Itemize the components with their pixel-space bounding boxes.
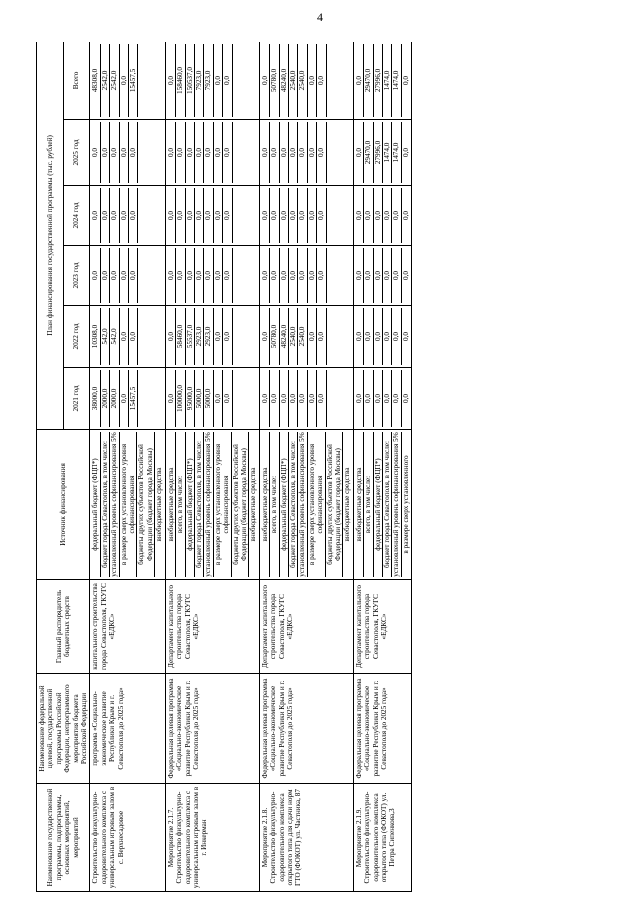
amount-value: 48240,0 [280,44,289,117]
program-name: Федеральная целевая программа «Социально-экономическое развитие Республики Крым и г. Севастополя до 2025 года» [353,674,411,784]
amount-value: 0,0 [176,188,185,243]
amount-value: 0,0 [280,122,289,183]
amount-value: 2542,0 [110,44,119,117]
funding-source-item: внебюджетные средства [155,467,164,542]
year-values [165,186,259,246]
header-fcp: Наименование федеральной целевой, государственной программы Российской Федерации, непрограммного мероприятия бюджета Российской Федерации [37,674,90,784]
funding-source-item: бюджет города Севастополя, в том числе: [289,432,298,577]
program-name: программа «Социально-экономическое развитие Республики Крым и г. Севастополя до 2025 года» [90,674,165,784]
amount-value: 0,0 [186,188,195,243]
amount-value: 0,0 [289,248,298,303]
amount-value: 27996,0 [374,44,383,117]
amount-value: 0,0 [195,122,204,183]
amount-value [233,188,241,243]
funding-source-item: в размере сверх установленного уровня софинансирования [308,432,326,577]
amount-value: 0,0 [101,188,110,243]
amount-value: 0,0 [270,248,279,303]
amount-value: 0,0 [120,44,129,117]
amount-value: 0,0 [308,370,317,427]
amount-value: 0,0 [317,44,326,117]
amount-value: 0,0 [101,248,110,303]
funding-source-item: всего, в том числе: [176,432,185,577]
amount-value: 0,0 [270,370,279,427]
amount-value: 0,0 [261,248,270,303]
funding-source-item: всего, в том числе: [270,432,279,577]
amount-value: 0,0 [401,332,410,341]
funding-source-item: федеральный бюджет (ФЦП*) [280,432,289,577]
amount-value: 2000,0 [101,370,110,427]
amount-value: 0,0 [298,370,307,427]
amount-value: 0,0 [110,248,119,303]
financing-table [36,42,412,892]
amount-value: 0,0 [308,308,317,365]
amount-value: 2540,0 [289,308,298,365]
amount-value: 0,0 [120,248,129,303]
header-year: 2024 год [63,186,90,246]
amount-value: 100000,0 [176,370,185,427]
amount-value: 0,0 [120,370,129,427]
amount-value: 0,0 [223,44,232,117]
funding-sources [165,430,259,580]
funding-source-item: в размере сверх установленного [401,455,410,554]
page-number: 4 [317,10,323,24]
amount-value: 0,0 [374,370,383,427]
amount-value: 0,0 [204,122,213,183]
amount-value [233,370,241,427]
amount-value: 0,0 [401,211,410,220]
amount-value: 27996,0 [374,122,383,183]
year-values [165,246,259,306]
amount-value: 0,0 [383,308,392,365]
amount-value: 0,0 [383,188,392,243]
amount-value: 0,0 [401,75,410,85]
amount-value: 95000,0 [186,370,195,427]
measure-name: Строительство физкультурно-оздоровительного комплекса с универсальным игровым залом в с. Верхнесадовое [90,784,165,892]
amount-value: 1474,0 [383,44,392,117]
amount-value: 0,0 [91,248,100,303]
amount-value: 0,0 [223,188,232,243]
year-values [165,306,259,368]
amount-value: 1474,0 [383,122,392,183]
amount-value: 0,0 [214,370,223,427]
funding-source-item: внебюджетные средства [355,432,364,577]
header-manager: Главный распорядитель бюджетных средств [37,580,90,674]
amount-value: 542,0 [101,308,110,365]
year-values [90,306,165,368]
amount-value: 0,0 [167,308,176,365]
amount-value: 0,0 [308,44,317,117]
year-values [165,368,259,430]
rotated-table-container [36,42,602,892]
table-viewport [36,42,602,892]
year-values [259,368,353,430]
amount-value: 0,0 [308,248,317,303]
year-values [90,186,165,246]
amount-value [233,248,241,303]
amount-value: 0,0 [355,370,364,427]
amount-value: 0,0 [280,248,289,303]
amount-value [327,370,335,427]
amount-value: 0,0 [308,122,317,183]
amount-value: 29470,0 [364,122,373,183]
amount-value: 0,0 [120,308,129,365]
amount-value: 0,0 [261,308,270,365]
amount-value: 0,0 [214,44,223,117]
amount-value: 55537,0 [186,308,195,365]
amount-value: 0,0 [280,370,289,427]
funding-source-item: федеральный бюджет (ФЦП*) [91,432,100,577]
amount-value: 0,0 [317,188,326,243]
amount-value: 0,0 [374,188,383,243]
header-plan: План финансирования государственной программы (тыс. рублей) [37,42,64,430]
amount-value: 0,0 [129,248,138,303]
amount-value: 0,0 [214,122,223,183]
table-row [259,42,353,892]
year-values [353,306,411,368]
amount-value: 15457,5 [129,370,138,427]
amount-value: 1474,0 [392,44,401,117]
amount-value: 0,0 [317,370,326,427]
amount-value [138,370,146,427]
amount-value: 0,0 [392,248,401,303]
amount-value [233,44,241,117]
amount-value: 58460,0 [176,308,185,365]
amount-value: 5000,0 [195,370,204,427]
amount-value: 0,0 [195,248,204,303]
amount-value: 0,0 [289,370,298,427]
measure-name: Мероприятие 2.1.9. Строительство физкультурно-оздоровительного комплекса открытого типа (ФОКОТ) ул. Петра Сипенкова,3 [353,784,411,892]
amount-value: 0,0 [364,308,373,365]
budget-manager: капитального строительства города Севастополя, ГКУГС «ЕДКС» [90,580,165,674]
funding-source-item: в размере сверх установленного уровня софинансирования [214,432,232,577]
amount-value: 0,0 [355,308,364,365]
amount-value: 0,0 [129,188,138,243]
amount-value: 2540,0 [289,44,298,117]
header-year: 2022 год [63,306,90,368]
amount-value: 0,0 [167,248,176,303]
amount-value: 7923,0 [204,44,213,117]
amount-value: 2923,0 [195,308,204,365]
amount-value: 0,0 [120,122,129,183]
amount-value: 0,0 [261,370,270,427]
year-values [353,246,411,306]
amount-value [138,44,146,117]
funding-sources [259,430,353,580]
amount-value: 0,0 [401,271,410,280]
amount-value: 0,0 [392,188,401,243]
table-body [90,42,412,892]
amount-value: 0,0 [401,148,410,157]
amount-value: 0,0 [355,44,364,117]
amount-value: 0,0 [317,122,326,183]
amount-value: 5000,0 [204,370,213,427]
header-year: 2021 год [63,368,90,430]
funding-source-item: внебюджетные средства [261,432,270,577]
amount-value: 0,0 [298,122,307,183]
funding-source-item: федеральный бюджет (ФЦП*) [374,432,383,577]
amount-value: 0,0 [355,122,364,183]
amount-value: 0,0 [223,370,232,427]
funding-source-item: бюджет города Севастополя, в том числе: [383,432,392,577]
amount-value: 0,0 [223,248,232,303]
amount-value [138,308,146,365]
year-values [259,120,353,186]
amount-value: 29470,0 [364,44,373,117]
amount-value: 1474,0 [392,122,401,183]
measure-name: Мероприятие 2.1.8. Строительство физкультурно-оздоровительного комплекса открытого типа для сдачи норм ГТО (ФОКОТ) ул. Частника, 87 [259,784,353,892]
amount-value: 0,0 [186,248,195,303]
amount-value [233,122,241,183]
amount-value: 2540,0 [298,44,307,117]
amount-value: 0,0 [364,370,373,427]
amount-value: 0,0 [270,188,279,243]
funding-source-item: бюджеты других субъектов Российской Федерации (бюджет города Москвы) [137,432,155,577]
amount-value: 0,0 [167,44,176,117]
year-values [353,120,411,186]
amount-value: 0,0 [289,188,298,243]
amount-value: 10308,0 [91,308,100,365]
year-values [90,246,165,306]
amount-value: 0,0 [317,308,326,365]
amount-value: 7923,0 [195,44,204,117]
header-source: Источник финансирования [37,430,90,580]
funding-sources [353,430,411,580]
funding-source-item: бюджеты других субъектов Российской Федерации (бюджет города Москвы) [232,432,250,577]
amount-value: 0,0 [401,394,410,403]
amount-value: 0,0 [167,188,176,243]
amount-value: 0,0 [383,248,392,303]
amount-value: 0,0 [167,122,176,183]
amount-value: 0,0 [195,188,204,243]
year-values [353,368,411,430]
amount-value [138,188,146,243]
amount-value: 542,0 [110,308,119,365]
total-values [353,42,411,120]
amount-value: 0,0 [214,308,223,365]
funding-source-item: установленный уровень софинансирования 5% [298,432,307,577]
year-values [90,120,165,186]
funding-source-item: бюджет города Севастополя, в том числе: [195,432,204,577]
total-values [165,42,259,120]
table-row [90,42,165,892]
amount-value: 50780,0 [270,44,279,117]
amount-value: 0,0 [129,308,138,365]
amount-value: 0,0 [223,308,232,365]
amount-value: 0,0 [110,122,119,183]
amount-value: 15457,5 [129,44,138,117]
budget-manager: Департамент капитального строительства города Севастополя, ГКУГС «ЕДКС» [353,580,411,674]
budget-manager: Департамент капитального строительства города Севастополя, ГКУГС «ЕДКС» [165,580,259,674]
funding-source-item: бюджет города Севастополя, в том числе: [101,432,110,577]
amount-value: 0,0 [374,308,383,365]
amount-value: 48240,0 [280,308,289,365]
amount-value: 0,0 [355,188,364,243]
amount-value: 0,0 [214,188,223,243]
amount-value [327,248,335,303]
amount-value: 0,0 [110,188,119,243]
amount-value: 0,0 [355,248,364,303]
amount-value: 158460,0 [176,44,185,117]
amount-value [327,122,335,183]
amount-value: 0,0 [214,248,223,303]
amount-value: 48308,0 [91,44,100,117]
amount-value: 0,0 [298,248,307,303]
amount-value: 0,0 [374,248,383,303]
funding-source-item: внебюджетные средства [249,467,258,542]
amount-value: 0,0 [289,122,298,183]
amount-value: 0,0 [186,122,195,183]
year-values [259,246,353,306]
amount-value: 0,0 [223,122,232,183]
amount-value: 0,0 [261,188,270,243]
year-values [353,186,411,246]
program-name: Федеральная целевая программа «Социально-экономическое развитие Республики Крым и г. Севастополя до 2025 года» [259,674,353,784]
amount-value: 0,0 [280,188,289,243]
amount-value: 0,0 [270,122,279,183]
amount-value: 0,0 [317,248,326,303]
amount-value: 0,0 [261,44,270,117]
amount-value: 0,0 [167,370,176,427]
funding-sources [90,430,165,580]
amount-value: 0,0 [176,248,185,303]
amount-value: 0,0 [364,248,373,303]
funding-source-item: в размере сверх установленного уровня софинансирования [120,432,138,577]
amount-value: 0,0 [176,122,185,183]
amount-value: 0,0 [392,370,401,427]
amount-value: 0,0 [364,188,373,243]
header-total: Всего [63,42,90,120]
total-values [259,42,353,120]
amount-value [327,188,335,243]
funding-source-item: установленный уровень софинансирования 5% [204,432,213,577]
amount-value: 0,0 [392,308,401,365]
funding-source-item: бюджеты других субъектов Российской Федерации (бюджет города Москвы) [326,432,344,577]
measure-name: Мероприятие 2.1.7. Строительство физкультурно-оздоровительного комплекса с универсальным игровым залом в г. Инкерман [165,784,259,892]
program-name: Федеральная целевая программа «Социально-экономическое развитие Республики Крым и г. Севастополя до 2025 года» [165,674,259,784]
amount-value: 0,0 [204,188,213,243]
amount-value: 0,0 [101,122,110,183]
year-values [259,186,353,246]
amount-value: 0,0 [120,188,129,243]
amount-value: 0,0 [308,188,317,243]
table-row [353,42,411,892]
amount-value: 50780,0 [270,308,279,365]
header-year: 2025 год [63,120,90,186]
year-values [259,306,353,368]
year-values [90,368,165,430]
funding-source-item: внебюджетные средства [343,467,352,542]
amount-value [233,308,241,365]
amount-value: 2542,0 [101,44,110,117]
header-name: Наименование государственной программы, подпрограммы, основных мероприятий, мероприятий [37,784,90,892]
amount-value: 2923,0 [204,308,213,365]
amount-value: 0,0 [91,188,100,243]
amount-value [138,122,146,183]
table-header [37,42,90,892]
header-year: 2023 год [63,246,90,306]
amount-value: 0,0 [91,122,100,183]
amount-value [327,308,335,365]
funding-source-item: всего, в том числе: [364,432,373,577]
table-row [165,42,259,892]
funding-source-item: внебюджетные средства [167,432,176,577]
amount-value [327,44,335,117]
amount-value: 0,0 [298,188,307,243]
amount-value: 2540,0 [298,308,307,365]
year-values [165,120,259,186]
amount-value: 0,0 [261,122,270,183]
amount-value: 0,0 [383,370,392,427]
amount-value: 2000,0 [110,370,119,427]
amount-value [138,248,146,303]
funding-source-item: установленный уровень софинансирования 5% [392,432,401,577]
budget-manager: Департамент капитального строительства города Севастополя, ГКУГС «ЕДКС» [259,580,353,674]
amount-value: 38000,0 [91,370,100,427]
amount-value: 0,0 [129,122,138,183]
amount-value: 0,0 [204,248,213,303]
total-values [90,42,165,120]
funding-source-item: федеральный бюджет (ФЦП*) [186,432,195,577]
amount-value: 150537,0 [186,44,195,117]
funding-source-item: установленный уровень софинансирования 5% [110,432,119,577]
